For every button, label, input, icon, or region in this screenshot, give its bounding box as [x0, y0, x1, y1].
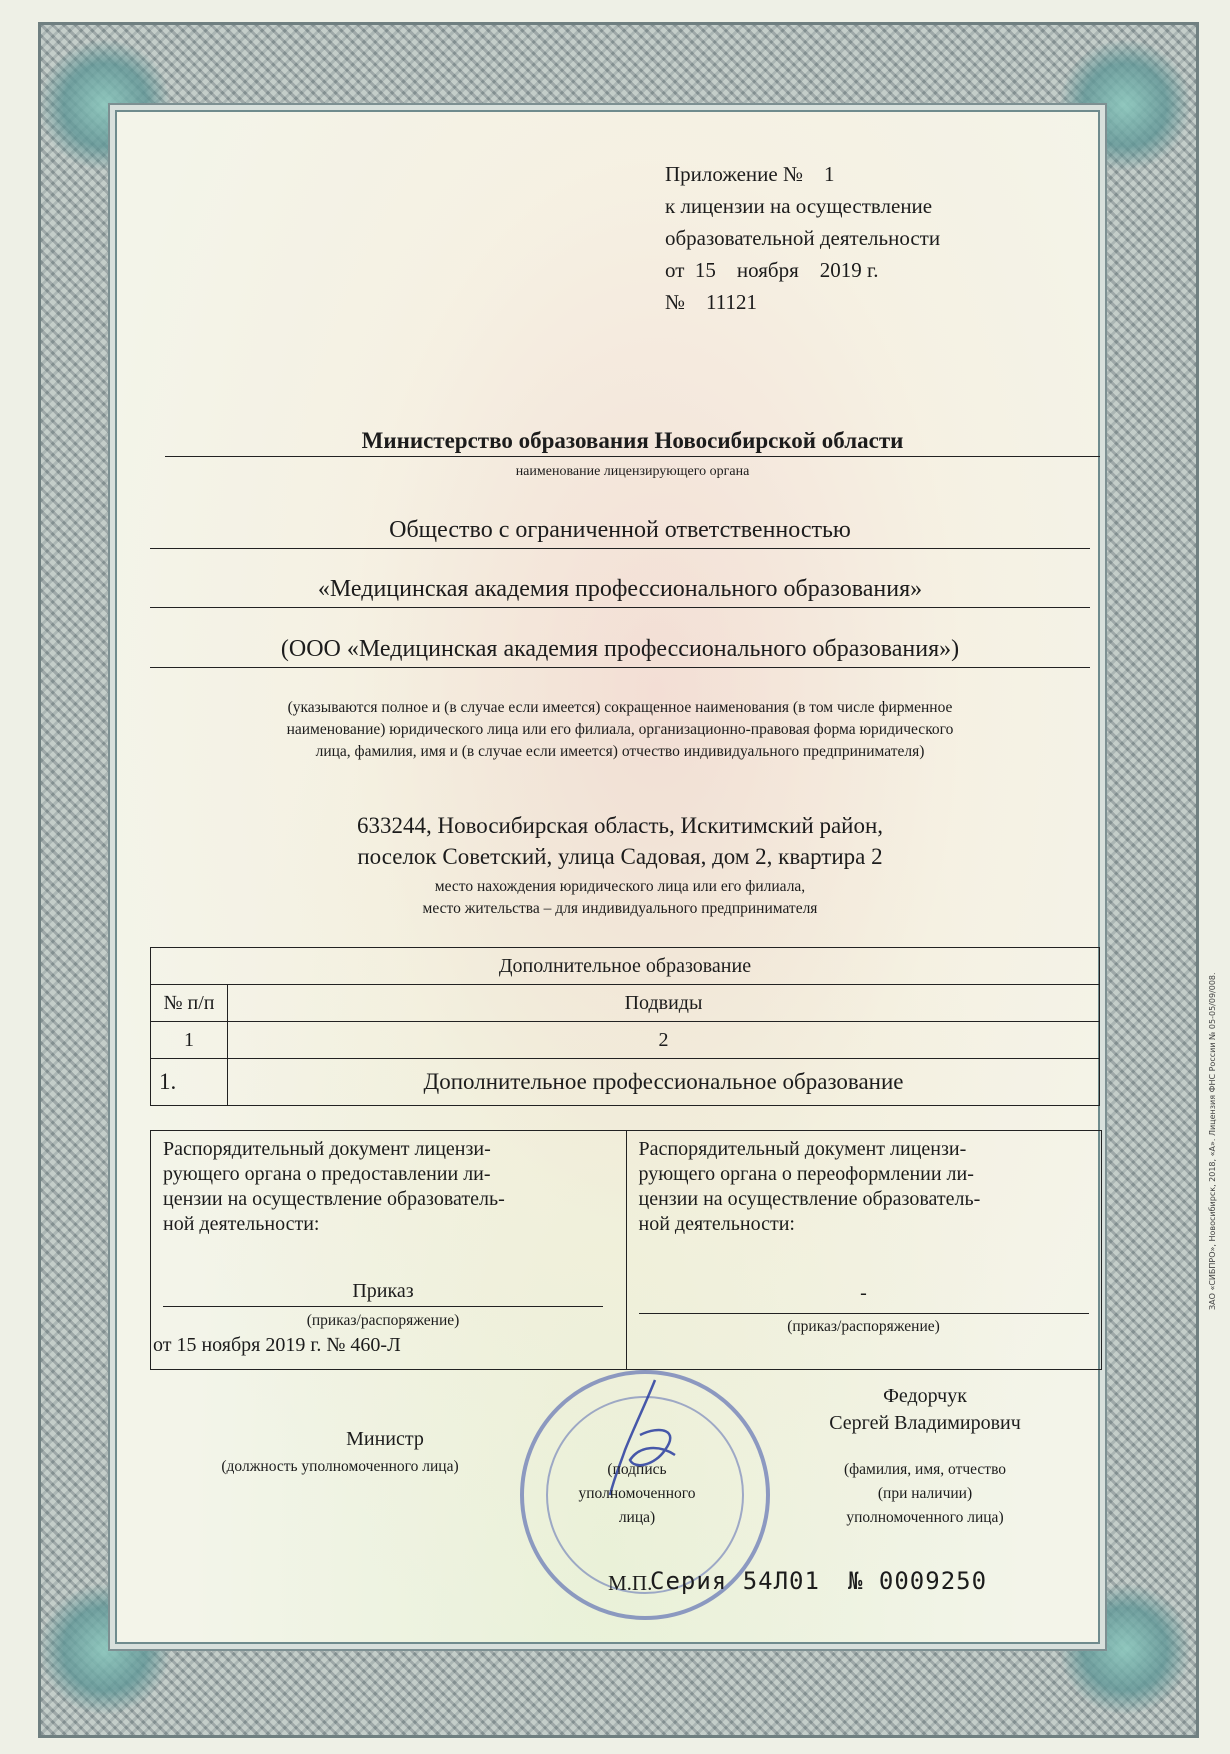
organization-full-name: «Медицинская академия профессионального образования» — [150, 576, 1090, 608]
organization-address — [150, 810, 1090, 872]
grant-date-number: от 15 ноября 2019 г. № 460-Л — [153, 1334, 401, 1356]
column-header-number: № п/п — [151, 985, 228, 1022]
document-text-line: ной деятельности: — [638, 1213, 795, 1235]
signature-caption — [552, 1458, 722, 1530]
document-text-line: рующего органа о предоставлении ли- — [163, 1163, 491, 1185]
document-text-line: Распорядительный документ лицензи- — [638, 1138, 967, 1160]
grant-type-caption: (приказ/распоряжение) — [306, 1312, 460, 1329]
caption-line: (при наличии) — [877, 1485, 973, 1502]
reissue-type-caption: (приказ/распоряжение) — [787, 1318, 940, 1335]
column-index: 1 — [151, 1022, 228, 1059]
document-text-line: рующего органа о переоформлении ли- — [638, 1163, 974, 1185]
document-text-line: цензии на осуществление образователь- — [163, 1188, 505, 1210]
caption-line: уполномоченного лица) — [846, 1509, 1004, 1526]
official-position: Министр — [346, 1428, 424, 1450]
table-heading: Дополнительное образование — [151, 948, 1100, 985]
authority-caption: наименование лицензирующего органа — [515, 464, 750, 479]
caption-line: лица) — [618, 1509, 656, 1526]
blank-number: № 0009250 — [848, 1567, 988, 1595]
address-line: поселок Советский, улица Садовая, дом 2, квартира 2 — [357, 844, 883, 869]
document-text-line: цензии на осуществление образователь- — [638, 1188, 981, 1210]
appendix-date: от 15 ноября 2019 г. — [665, 258, 879, 282]
caption-line: место нахождения юридического лица или его филиала, — [434, 878, 806, 895]
document-text-line: ной деятельности: — [163, 1213, 320, 1235]
address-caption — [150, 876, 1090, 920]
license-number: № 11121 — [665, 290, 757, 314]
column-index: 2 — [228, 1022, 1100, 1059]
caption-line: (указываются полное и (в случае если имеется) сокращенное наименования (в том числе фирменное — [287, 699, 953, 716]
caption-line: уполномоченного — [578, 1485, 696, 1502]
grant-document-type: Приказ — [352, 1280, 414, 1302]
row-subtype: Дополнительное профессиональное образование — [228, 1059, 1100, 1106]
printer-note: ЗАО «СИБПРО», Новосибирск, 2018, «А». Лицензия ФНС России № 05-05/09/008. — [1208, 972, 1217, 1310]
caption-line: (фамилия, имя, отчество — [843, 1461, 1007, 1478]
caption-line: (подпись — [607, 1461, 667, 1478]
seal-place-label: М.П. — [608, 1571, 653, 1595]
organization-short-name: (ООО «Медицинская академия профессионального образования») — [150, 636, 1090, 668]
official-surname: Федорчук — [883, 1385, 967, 1407]
name-caption — [770, 1458, 1080, 1530]
blank-series: Серия 54Л01 — [650, 1567, 820, 1595]
official-name — [785, 1383, 1065, 1437]
administrative-documents — [150, 1130, 1102, 1370]
table-row — [151, 1059, 1100, 1106]
position-caption: (должность уполномоченного лица) — [221, 1458, 459, 1475]
address-line: 633244, Новосибирская область, Искитимский район, — [356, 813, 884, 838]
underline — [163, 1306, 603, 1307]
caption-line: наименование) юридического лица или его филиала, организационно-правовая форма юридического — [286, 721, 954, 738]
education-subtypes-table — [150, 947, 1100, 1106]
appendix-line: образовательной деятельности — [665, 226, 941, 250]
document-text-line: Распорядительный документ лицензи- — [163, 1138, 491, 1160]
organization-form: Общество с ограниченной ответственностью — [150, 517, 1090, 549]
appendix-number: Приложение № 1 — [665, 162, 835, 186]
column-header-subtypes: Подвиды — [228, 985, 1100, 1022]
row-number: 1. — [151, 1059, 228, 1106]
grant-document — [151, 1131, 626, 1369]
appendix-header — [665, 158, 940, 318]
appendix-line: к лицензии на осуществление — [665, 194, 933, 218]
official-given-names: Сергей Владимирович — [829, 1412, 1021, 1434]
reissue-document — [626, 1131, 1102, 1369]
caption-line: место жительства – для индивидуального предпринимателя — [422, 900, 818, 917]
caption-line: лица, фамилия, имя и (в случае если имеется) отчество индивидуального предпринимателя) — [315, 743, 925, 760]
organization-caption — [150, 697, 1090, 763]
authority-name: Министерство образования Новосибирской области — [165, 428, 1100, 457]
reissue-document-type: - — [860, 1282, 867, 1304]
